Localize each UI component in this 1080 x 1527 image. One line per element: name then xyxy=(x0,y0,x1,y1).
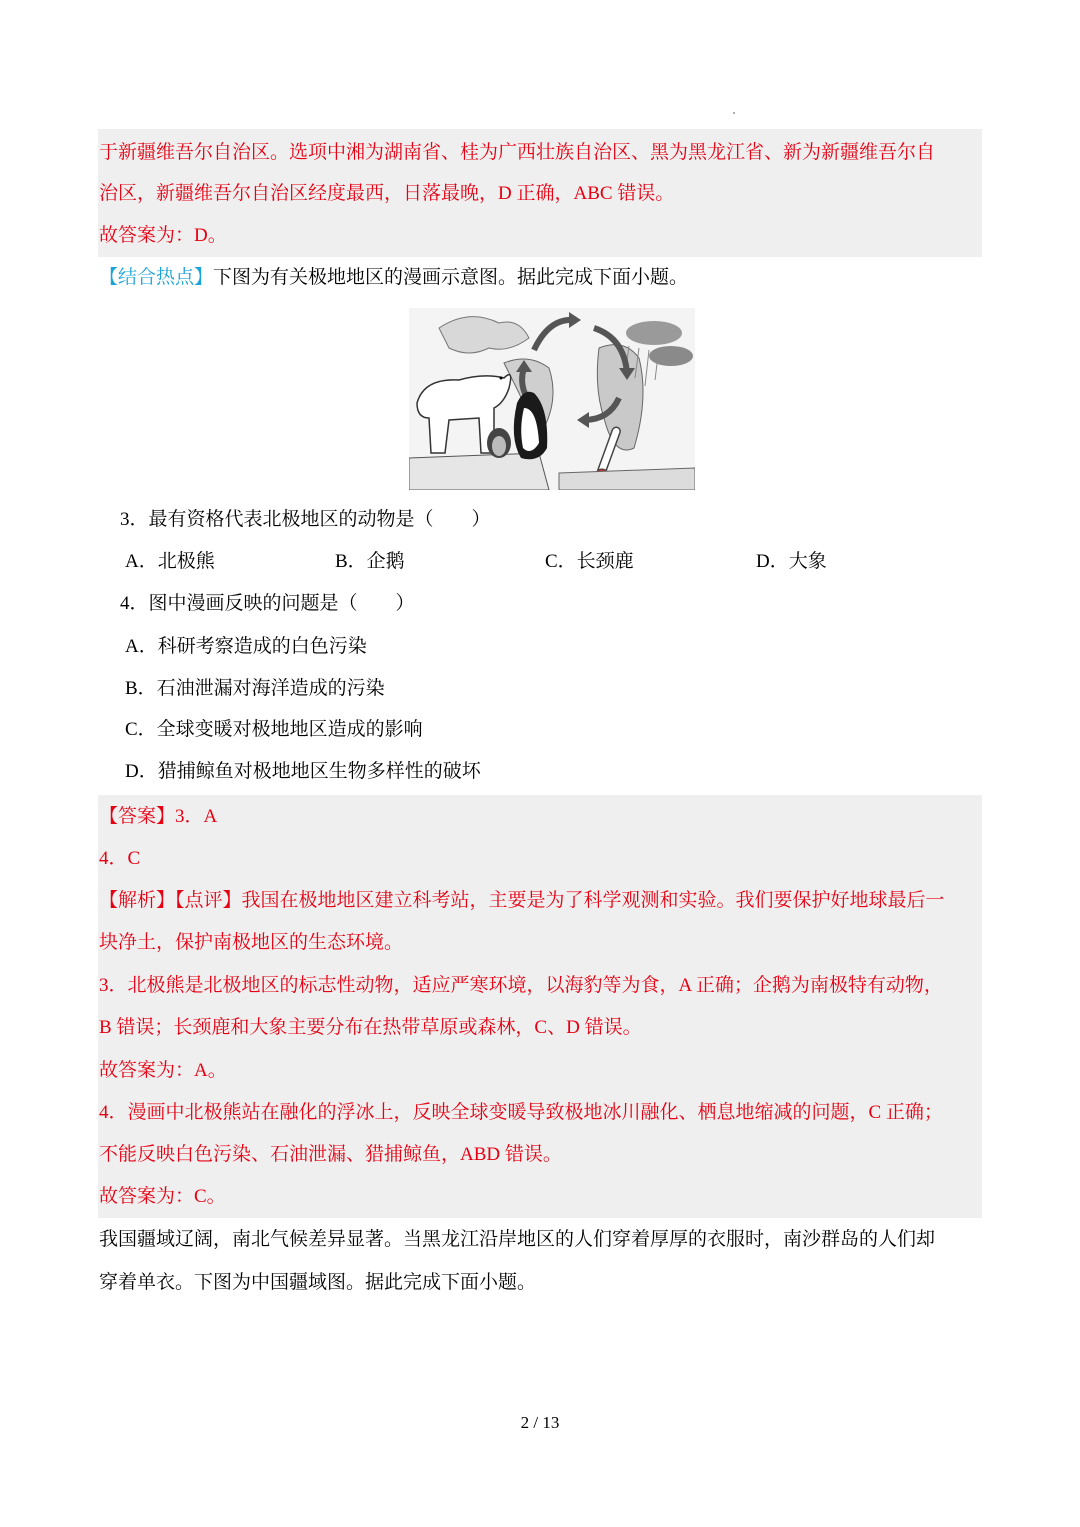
next-question-intro: 我国疆域辽阔，南北气候差异显著。当黑龙江沿岸地区的人们穿着厚厚的衣服时，南沙群岛的人们却 xyxy=(99,1229,936,1250)
answer-q4: 4．C xyxy=(99,848,141,869)
analysis-text-line: 4．漫画中北极熊站在融化的浮冰上，反映全球变暖导致极地冰川融化、栖息地缩减的问题，C 正确； xyxy=(99,1102,943,1123)
analysis-text-line: B 错误；长颈鹿和大象主要分布在热带草原或森林，C、D 错误。 xyxy=(99,1017,642,1038)
hotspot-tag: 【结合热点】 xyxy=(99,267,214,288)
question-intro xyxy=(99,266,688,290)
answer-conclusion: 故答案为：D。 xyxy=(99,225,227,246)
intro-text: 下图为有关极地地区的漫画示意图。据此完成下面小题。 xyxy=(213,267,689,288)
analysis-text-line: 块净土，保护南极地区的生态环境。 xyxy=(99,932,404,953)
analysis-text-line: 不能反映白色污染、石油泄漏、猎捕鲸鱼，ABD 错误。 xyxy=(99,1144,562,1165)
answer-text-line: 治区，新疆维吾尔自治区经度最西，日落最晚，D 正确，ABC 错误。 xyxy=(99,183,675,204)
q3-option-a: A．北极熊 xyxy=(125,551,215,572)
question-3-stem: 3．最有资格代表北极地区的动物是（ ） xyxy=(120,509,491,530)
answer-conclusion: 故答案为：C。 xyxy=(99,1186,226,1207)
q3-option-c: C．长颈鹿 xyxy=(545,551,634,572)
q4-option-b: B．石油泄漏对海洋造成的污染 xyxy=(125,678,385,699)
answer-label: 【答案】3．A xyxy=(99,806,218,827)
q4-option-d: D．猎捕鲸鱼对极地地区生物多样性的破坏 xyxy=(125,761,481,782)
analysis-text-line: 3．北极熊是北极地区的标志性动物，适应严寒环境，以海豹等为食，A 正确；企鹅为南极特有动物， xyxy=(99,975,943,996)
q3-option-b: B．企鹅 xyxy=(335,551,405,572)
q4-option-a: A．科研考察造成的白色污染 xyxy=(125,636,367,657)
answer-conclusion: 故答案为：A。 xyxy=(99,1060,227,1081)
q3-option-d: D．大象 xyxy=(756,551,827,572)
question-4-stem: 4．图中漫画反映的问题是（ ） xyxy=(120,593,415,614)
polar-cartoon-illustration xyxy=(409,308,695,490)
page-number: 2 / 13 xyxy=(520,1413,560,1432)
analysis-text-line: 【解析】【点评】我国在极地地区建立科考站，主要是为了科学观测和实验。我们要保护好地球最后一 xyxy=(99,890,945,911)
q4-option-c: C．全球变暖对极地地区造成的影响 xyxy=(125,719,423,740)
next-question-intro: 穿着单衣。下图为中国疆域图。据此完成下面小题。 xyxy=(99,1272,537,1293)
answer-text-line: 于新疆维吾尔自治区。选项中湘为湖南省、桂为广西壮族自治区、黑为黑龙江省、新为新疆维吾尔自 xyxy=(99,142,936,163)
page-dot xyxy=(733,112,735,114)
